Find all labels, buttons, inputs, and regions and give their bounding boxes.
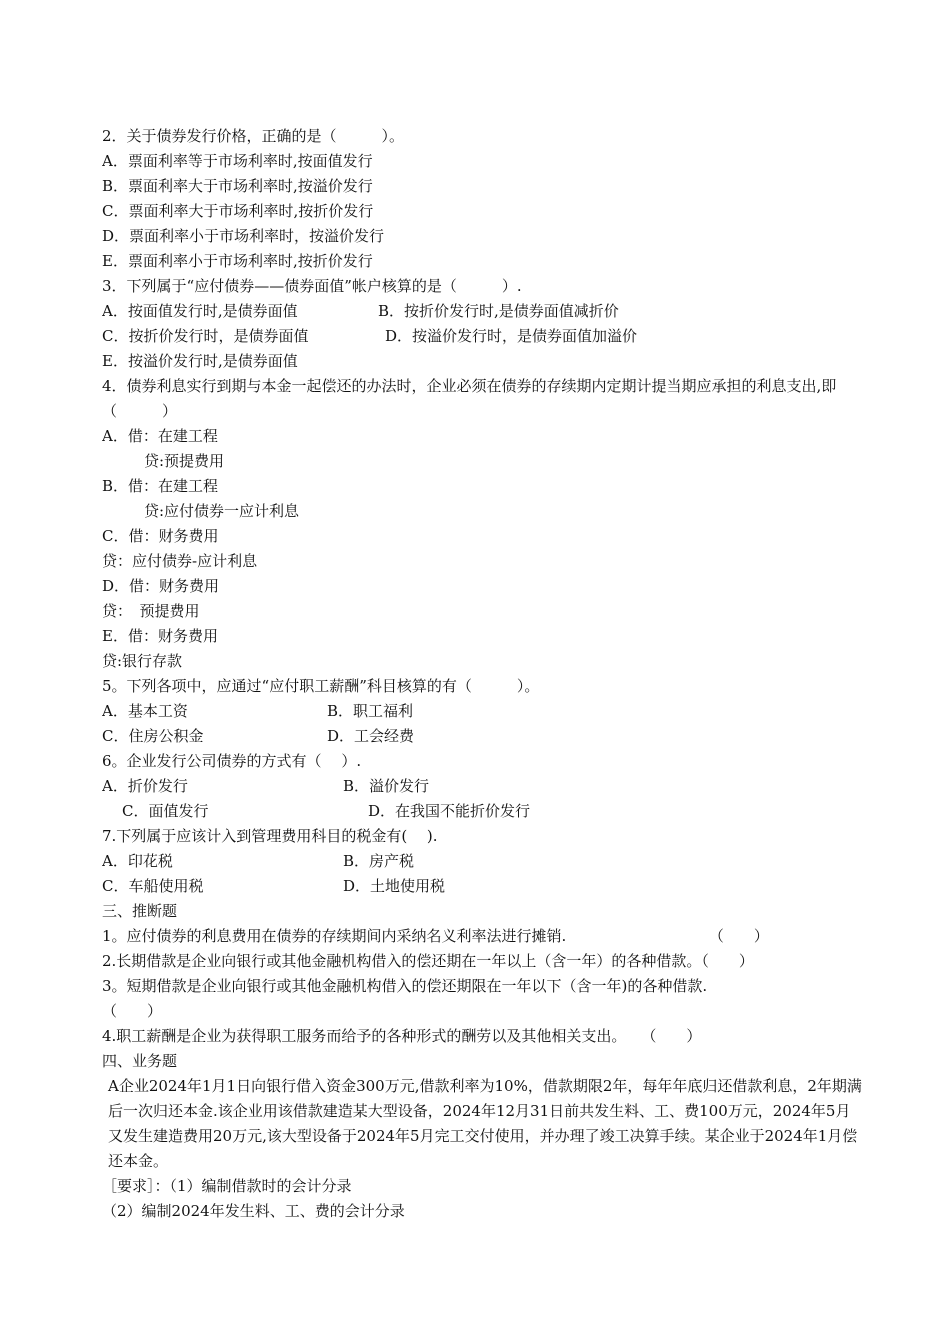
judge-item-1: 1。应付债券的利息费用在债券的存续期间内采纳名义利率法进行摊销. （ ） bbox=[102, 927, 769, 945]
business-requirement-1: ［要求］：（1）编制借款时的会计分录 bbox=[102, 1177, 352, 1195]
q7-option-c: C．车船使用税 bbox=[102, 877, 204, 895]
q7-option-b: B．房产税 bbox=[343, 852, 415, 870]
q7-stem: 7.下列属于应该计入到管理费用科目的税金有( ). bbox=[102, 827, 438, 845]
q4-option-a-debit: A．借：在建工程 bbox=[102, 427, 218, 445]
q4-option-b-credit: 贷:应付债券一应计利息 bbox=[144, 502, 300, 520]
q5-option-c: C．住房公积金 bbox=[102, 727, 204, 745]
judge-heading: 三、推断题 bbox=[102, 902, 178, 920]
q3-option-b: B．按折价发行时,是债券面值减折价 bbox=[378, 302, 619, 320]
q6-option-b: B．溢价发行 bbox=[343, 777, 430, 795]
q2-option-a: A．票面利率等于市场利率时,按面值发行 bbox=[102, 152, 373, 170]
q7-option-a: A．印花税 bbox=[102, 852, 173, 870]
q6-option-a: A．折价发行 bbox=[102, 777, 188, 795]
q5-row-cd bbox=[102, 724, 862, 749]
q6-stem: 6。企业发行公司债券的方式有（ ）. bbox=[102, 752, 362, 770]
q7-option-d: D．土地使用税 bbox=[343, 877, 446, 895]
q2-stem: 2．关于债券发行价格，正确的是（ ）。 bbox=[102, 127, 405, 145]
judge-item-3-paren: （ ） bbox=[102, 1002, 163, 1020]
q6-row-cd bbox=[102, 799, 862, 824]
q3-stem: 3．下列属于“应付债券——债券面值”帐户核算的是（ ）. bbox=[102, 277, 522, 295]
q4-option-a-credit: 贷:预提费用 bbox=[144, 452, 225, 470]
q4-option-e-debit: E．借：财务费用 bbox=[102, 627, 218, 645]
q2-option-b: B．票面利率大于市场利率时,按溢价发行 bbox=[102, 177, 373, 195]
q5-option-b: B．职工福利 bbox=[327, 702, 414, 720]
q5-row-ab bbox=[102, 699, 862, 724]
q7-row-ab bbox=[102, 849, 862, 874]
q3-option-d: D．按溢价发行时，是债券面值加溢价 bbox=[385, 327, 638, 345]
judge-item-2: 2.长期借款是企业向银行或其他金融机构借入的偿还期在一年以上（含一年）的各种借款。（ ） bbox=[102, 952, 754, 970]
q5-option-a: A．基本工资 bbox=[102, 702, 188, 720]
q4-option-c-credit: 贷：应付债券-应计利息 bbox=[102, 552, 258, 570]
business-paragraph: A企业2024年1月1日向银行借入资金300万元,借款利率为10%，借款期限2年，每年年底归还借款利息，2年期满后一次归还本金.该企业用该借款建造某大型设备，2024年12月31日前共发生料、工、费100万元，2024年5月又发生建造费用20万元,该大型设备于2024年5月完工交付使用，并办理了竣工决算手续。某企业于2024年1月偿还本金。 bbox=[108, 1077, 862, 1170]
q5-stem: 5。下列各项中，应通过“应付职工薪酬”科目核算的有（ ）。 bbox=[102, 677, 540, 695]
q3-option-a: A．按面值发行时,是债券面值 bbox=[102, 302, 298, 320]
q2-option-d: D．票面利率小于市场利率时，按溢价发行 bbox=[102, 227, 385, 245]
q4-stem: 4．债券利息实行到期与本金一起偿还的办法时，企业必须在债券的存续期内定期计提当期应承担的利息支出,即（ ） bbox=[102, 377, 837, 420]
q4-option-d-credit: 贷： 预提费用 bbox=[102, 602, 200, 620]
business-heading: 四、业务题 bbox=[102, 1052, 178, 1070]
judge-item-3: 3。短期借款是企业向银行或其他金融机构借入的偿还期限在一年以下（含一年)的各种借款. bbox=[102, 977, 708, 995]
q4-option-e-credit: 贷:银行存款 bbox=[102, 652, 183, 670]
q7-row-cd bbox=[102, 874, 862, 899]
q3-row-ab bbox=[102, 299, 862, 324]
q4-option-c-debit: C．借：财务费用 bbox=[102, 527, 219, 545]
q6-option-c: C．面值发行 bbox=[122, 802, 209, 820]
business-requirement-2: （2）编制2024年发生料、工、费的会计分录 bbox=[102, 1202, 405, 1220]
q5-option-d: D．工会经费 bbox=[327, 727, 415, 745]
q4-option-b-debit: B．借：在建工程 bbox=[102, 477, 219, 495]
q3-row-cd bbox=[102, 324, 862, 349]
document-body bbox=[102, 124, 862, 1224]
q6-option-d: D．在我国不能折价发行 bbox=[368, 802, 531, 820]
q3-option-e: E．按溢价发行时,是债券面值 bbox=[102, 352, 298, 370]
q3-option-c: C．按折价发行时，是债券面值 bbox=[102, 327, 309, 345]
q6-row-ab bbox=[102, 774, 862, 799]
q2-option-e: E．票面利率小于市场利率时,按折价发行 bbox=[102, 252, 373, 270]
q2-option-c: C．票面利率大于市场利率时,按折价发行 bbox=[102, 202, 374, 220]
judge-item-4: 4.职工薪酬是企业为获得职工服务而给予的各种形式的酬劳以及其他相关支出。 （ ） bbox=[102, 1027, 702, 1045]
q4-option-d-debit: D．借：财务费用 bbox=[102, 577, 220, 595]
